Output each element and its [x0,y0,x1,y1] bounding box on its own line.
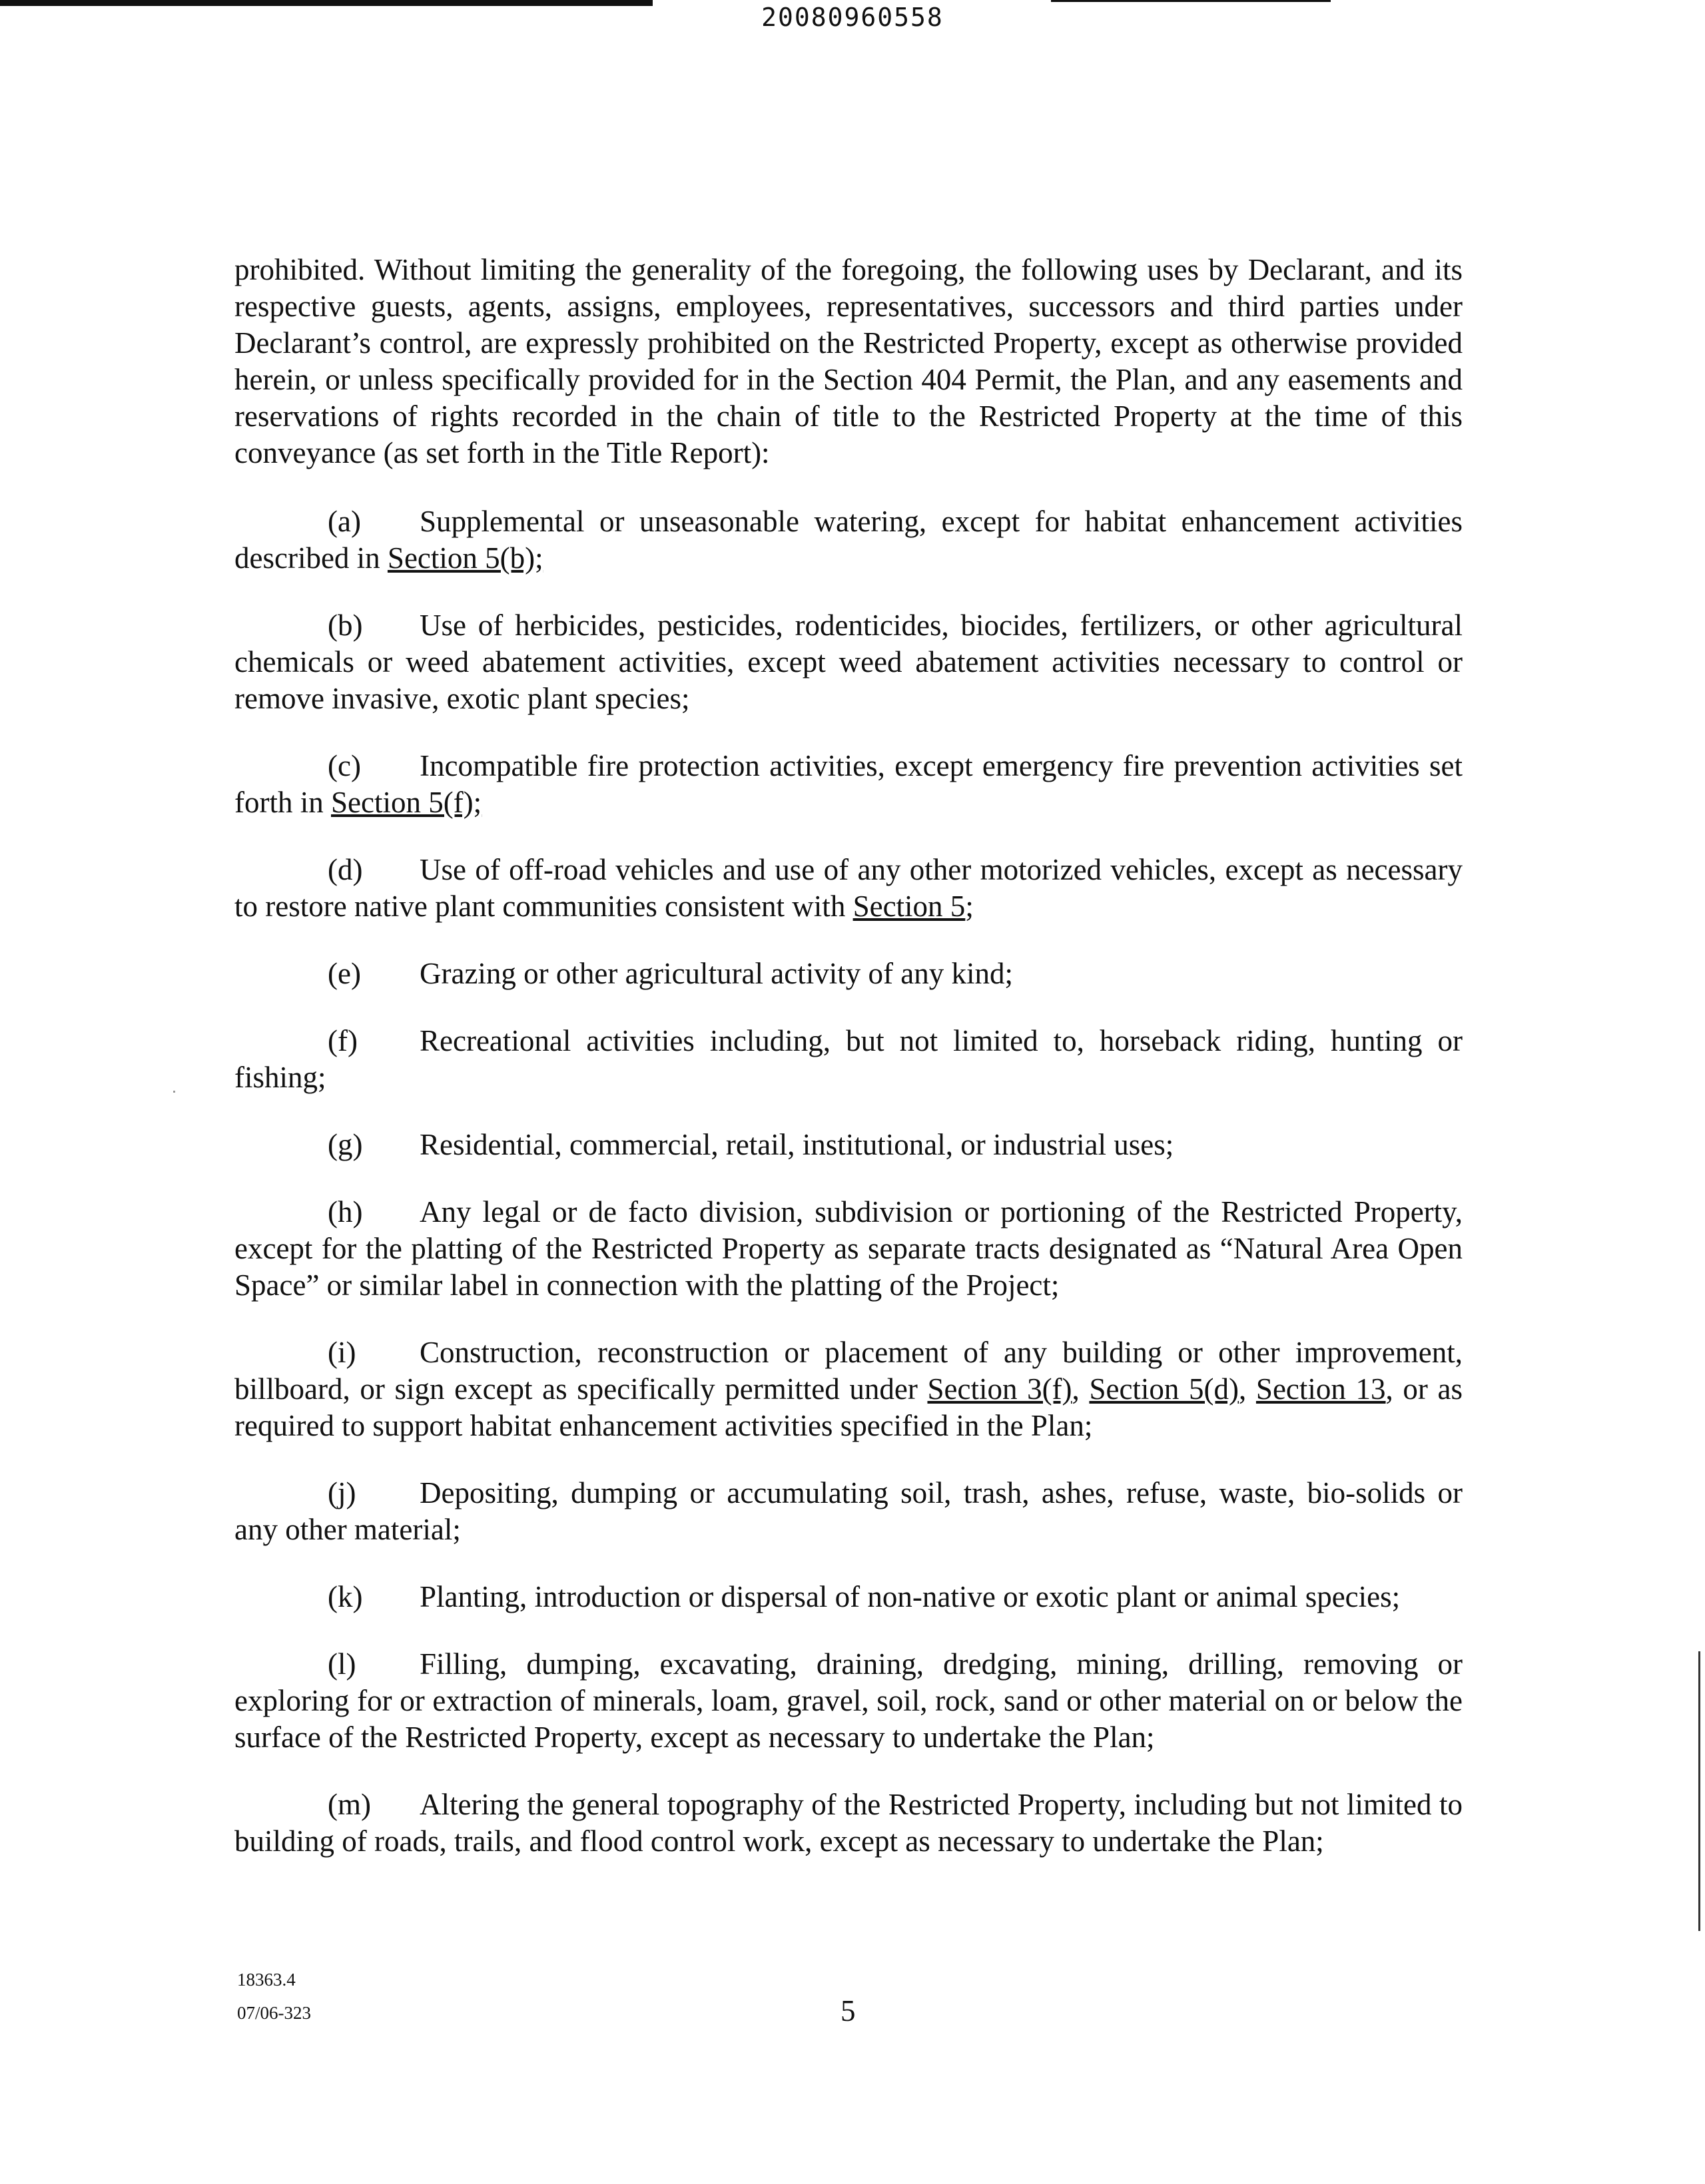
clause-text-end: ; [965,890,974,923]
clause-text: Altering the general topography of the Restricted Property, including but not limited to building of roads, trails, and flood control work, except as necessary to undertake the Plan; [234,1788,1463,1858]
scan-artifact-dot [173,1091,175,1093]
clause-text: Grazing or other agricultural activity of any kind; [420,957,1013,990]
clause-g [234,1127,1463,1163]
separator: , [1072,1372,1090,1406]
clause-h [234,1194,1463,1304]
clause-text: Supplemental or unseasonable watering, except for habitat enhancement activities described in [234,505,1463,575]
page-number: 5 [841,1994,856,2028]
clause-text: Planting, introduction or dispersal of non-native or exotic plant or animal species; [420,1580,1401,1613]
clause-f [234,1023,1463,1096]
section-reference-link: Section 5(f); [330,786,482,819]
footer-document-code: 18363.4 [237,1970,296,1990]
clause-label: (h) [328,1195,363,1228]
clause-text: Use of off-road vehicles and use of any other motorized vehicles, except as necessary to restore native plant communities consistent with [234,853,1463,923]
scan-artifact-top-right [1051,0,1331,2]
clause-label: (e) [328,957,361,990]
clause-label: (g) [328,1128,363,1161]
clause-label: (c) [328,749,361,782]
clause-label: (m) [328,1788,371,1821]
clause-k [234,1579,1463,1615]
clause-label: (f) [328,1024,358,1057]
clause-e [234,956,1463,992]
clause-a [234,503,1463,577]
clause-i [234,1334,1463,1444]
clause-label: (b) [328,609,363,642]
intro-paragraph: prohibited. Without limiting the generality of the foregoing, the following uses by Declarant, and its respective guests, agents, assigns, employees, representatives, successors and third parties under Declarant’s control, are expressly prohibited on the Restricted Property, except as otherwise provided herein, or unless specifically provided for in the Section 404 Permit, the Plan, and any easements and reservations of rights recorded in the chain of title to the Restricted Property at the time of this conveyance (as set forth in the Title Report): [234,253,1463,469]
clause-text: Depositing, dumping or accumulating soil, trash, ashes, refuse, waste, bio-solids or any other material; [234,1476,1463,1546]
clause-label: (d) [328,853,363,886]
clause-text: Incompatible fire protection activities, except emergency fire prevention activities set forth in [234,749,1463,819]
document-body [234,252,1463,1890]
clause-d [234,852,1463,925]
clause-text: Any legal or de facto division, subdivision or portioning of the Restricted Property, except for the platting of the Restricted Property as separate tracts designated as “Natural Area Open Space” or similar label in connection with the platting of the Project; [234,1195,1463,1302]
clause-text: Recreational activities including, but not limited to, horseback riding, hunting or fishing; [234,1024,1463,1094]
clause-text: Residential, commercial, retail, institutional, or industrial uses; [420,1128,1174,1161]
clause-label: (l) [328,1647,356,1681]
clause-text-end: , or as required to support habitat enhancement activities specified in the Plan; [234,1372,1463,1442]
clause-label: (i) [328,1336,356,1369]
section-reference-link: Section 5(d) [1089,1372,1239,1406]
clause-label: (j) [328,1476,356,1509]
section-reference-link: Section 5 [852,890,966,923]
clause-b [234,607,1463,717]
clause-m [234,1786,1463,1860]
clause-j [234,1475,1463,1548]
clause-c [234,748,1463,821]
section-reference-link: Section 5(b); [387,541,543,575]
scan-artifact-right-edge [1698,1651,1700,1931]
section-reference-link: Section 3(f) [927,1372,1072,1406]
document-number: 20080960558 [761,3,944,32]
clause-text: Construction, reconstruction or placement of any building or other improvement, billboard, or sign except as specifically permitted under [234,1336,1463,1406]
clause-text: Use of herbicides, pesticides, rodenticides, biocides, fertilizers, or other agricultural chemicals or weed abatement activities, except weed abatement activities necessary to control or remove invasive, exotic plant species; [234,609,1463,715]
clause-text: Filling, dumping, excavating, draining, dredging, mining, drilling, removing or exploring for or extraction of minerals, loam, gravel, soil, rock, sand or other material on or below the surface of the Restricted Property, except as necessary to undertake the Plan; [234,1647,1463,1754]
section-reference-link: Section 13 [1255,1372,1386,1406]
clause-label: (a) [328,505,361,538]
clause-label: (k) [328,1580,363,1613]
separator: , [1239,1372,1256,1406]
footer-file-code: 07/06-323 [237,2003,311,2023]
clause-l [234,1646,1463,1756]
